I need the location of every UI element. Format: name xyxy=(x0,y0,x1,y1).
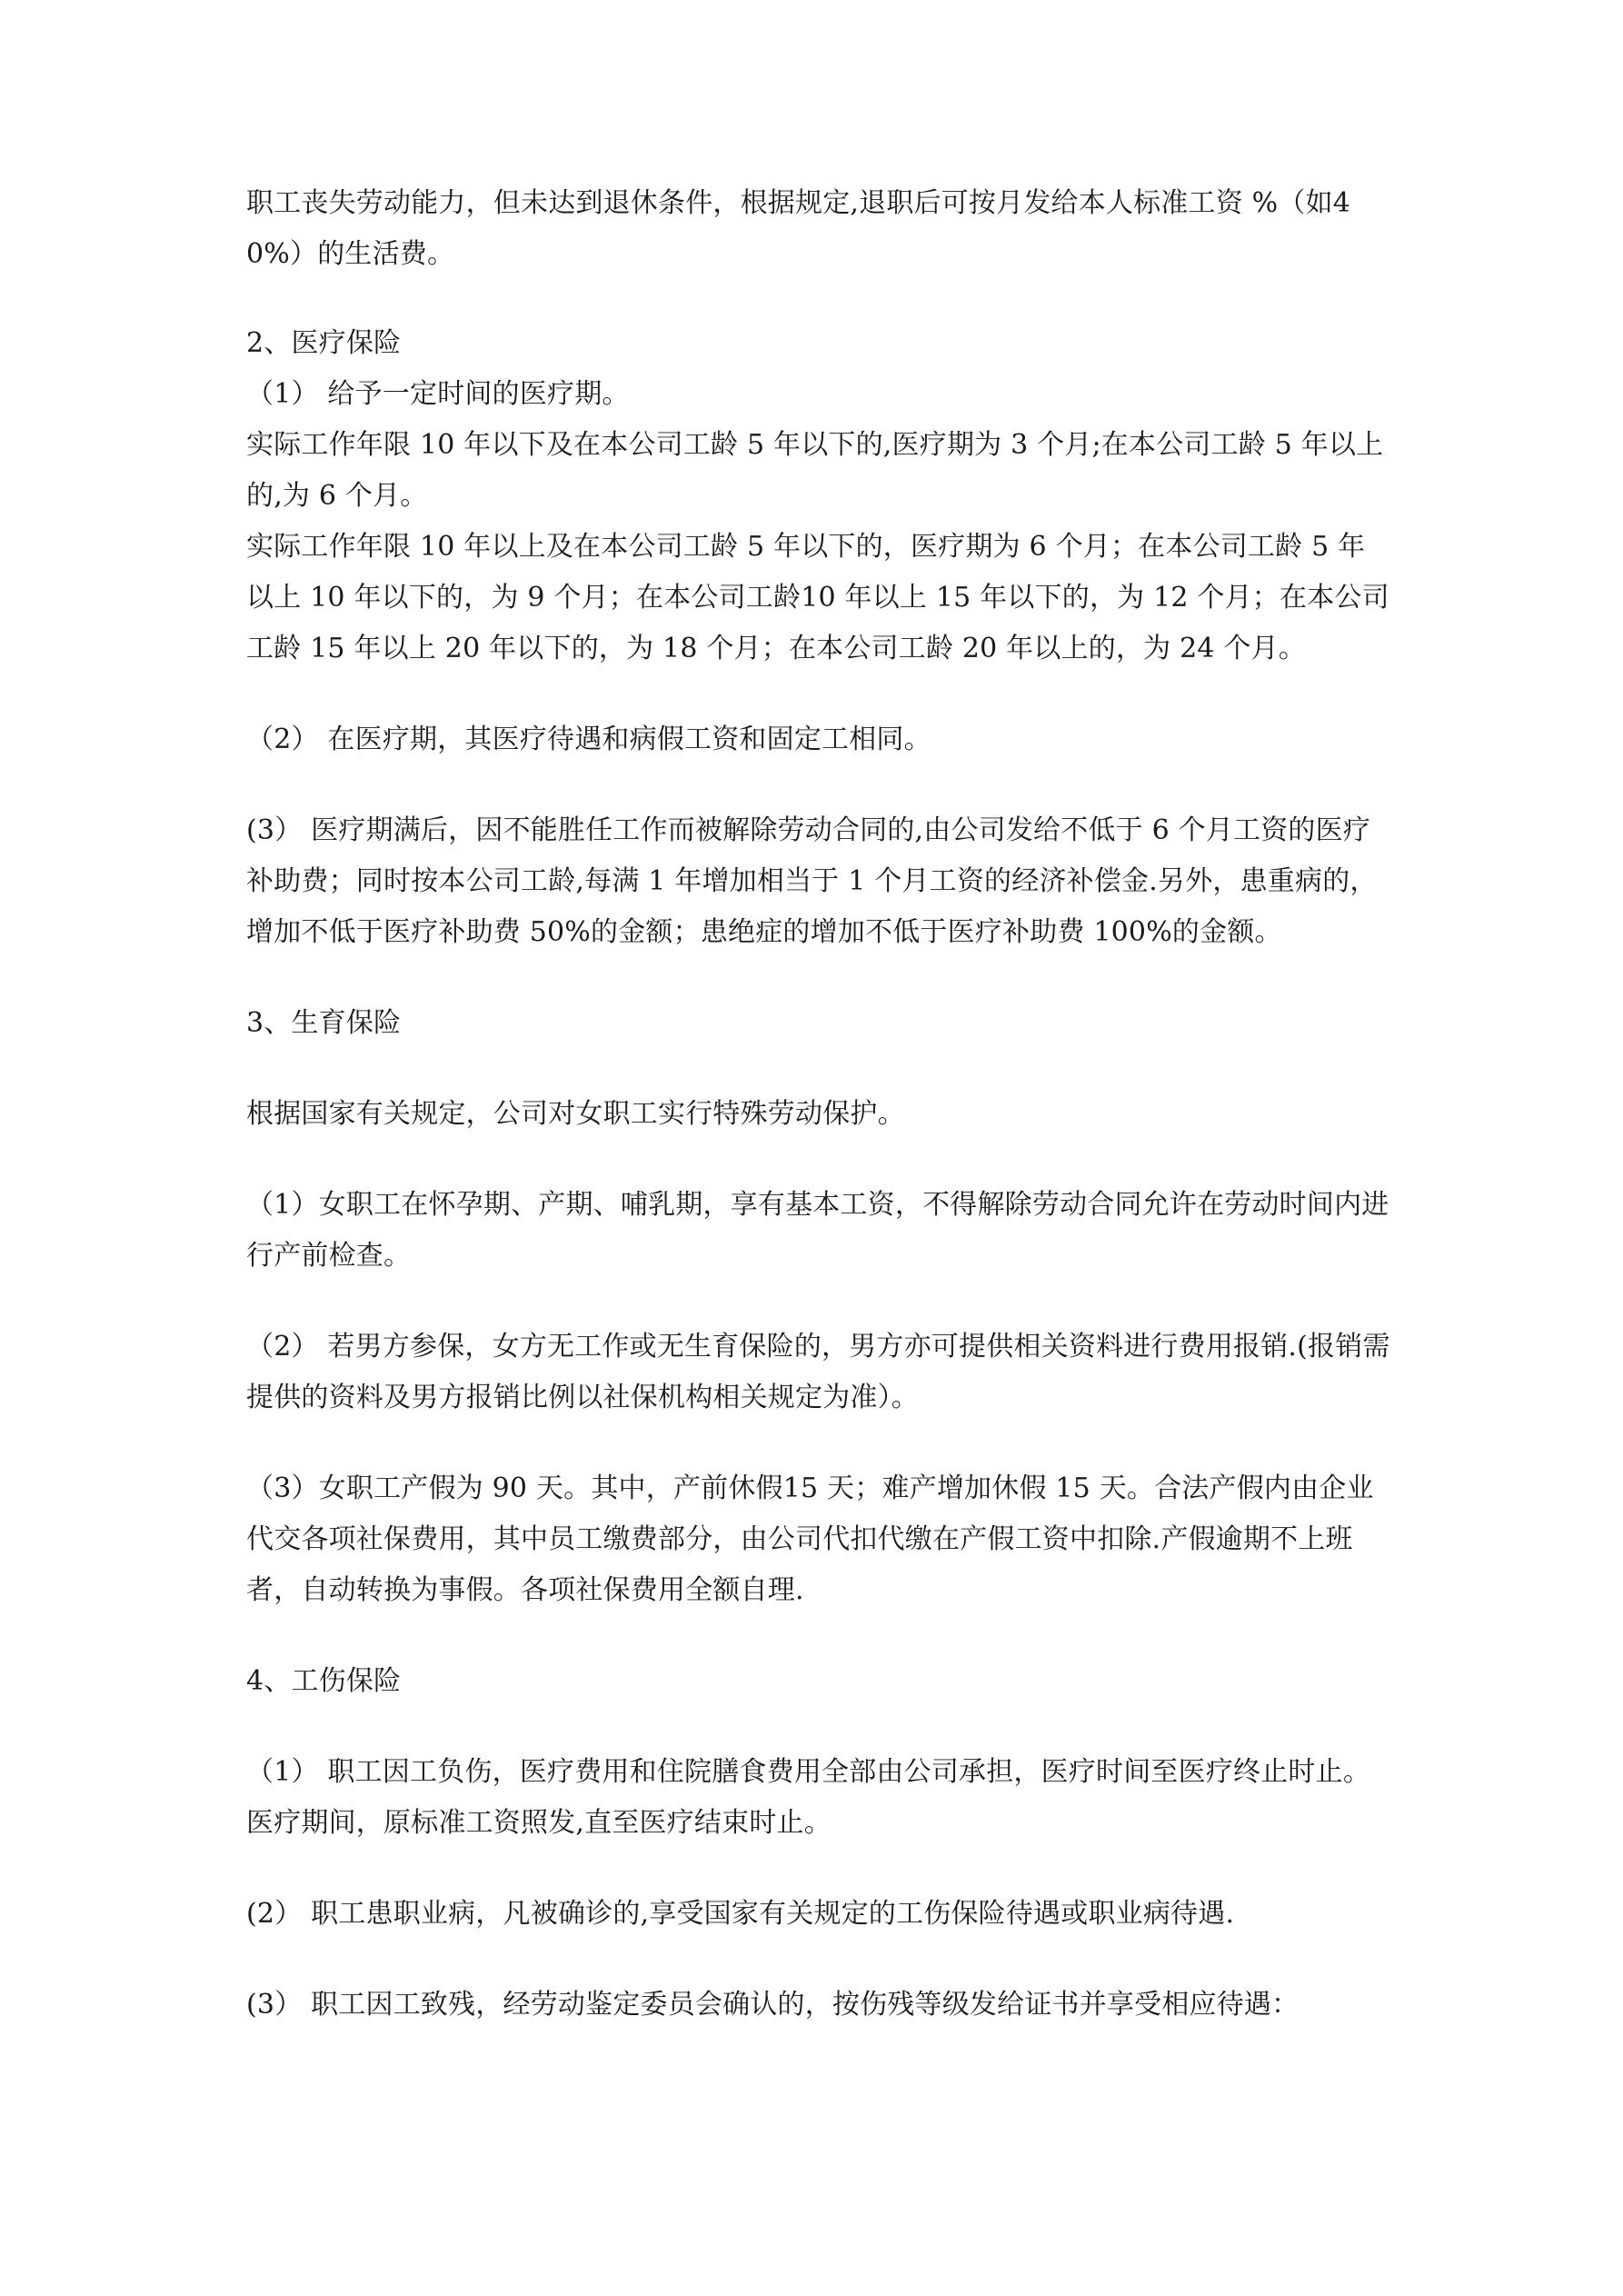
section-heading-work-injury-insurance: 4、工伤保险 xyxy=(246,1665,402,1697)
paragraph-spouse-reimbursement: （2） 若男方参保，女方无工作或无生育保险的，男方亦可提供相关资料进行费用报销.(报销需提供的资料及男方报销比例以社保机构相关规定为准）。 xyxy=(246,1331,1390,1413)
paragraph-disability-allowance: 职工丧失劳动能力，但未达到退休条件，根据规定,退职后可按月发给本人标准工资 %（如40%）的生活费。 xyxy=(246,187,1351,270)
paragraph-female-protection: 根据国家有关规定，公司对女职工实行特殊劳动保护。 xyxy=(246,1098,905,1130)
paragraph-medical-period-under-10-years: 实际工作年限 10 年以下及在本公司工龄 5 年以下的,医疗期为 3 个月;在本公司工龄 5 年以上的,为 6 个月。 xyxy=(246,429,1384,512)
paragraph-occupational-disease: (2） 职工患职业病，凡被确诊的,享受国家有关规定的工伤保险待遇或职业病待遇. xyxy=(246,1898,1235,1930)
paragraph-medical-subsidy: (3） 医疗期满后，因不能胜任工作而被解除劳动合同的,由公司发给不低于 6 个月工资的医疗补助费；同时按本公司工龄,每满 1 年增加相当于 1 个月工资的经济补偿金.另外，患重病的，增加不低于医疗补助费 50%的金额；患绝症的增加不低于医疗补助费 100%的金额。 xyxy=(246,814,1378,948)
paragraph-work-injury-costs: （1） 职工因工负伤，医疗费用和住院膳食费用全部由公司承担，医疗时间至医疗终止时止。医疗期间，原标准工资照发,直至医疗结束时止。 xyxy=(246,1756,1371,1839)
paragraph-medical-treatment: （2） 在医疗期，其医疗待遇和病假工资和固定工相同。 xyxy=(246,724,931,755)
paragraph-medical-period: （1） 给予一定时间的医疗期。 xyxy=(246,378,630,410)
paragraph-medical-period-over-10-years: 实际工作年限 10 年以上及在本公司工龄 5 年以下的，医疗期为 6 个月；在本公司工龄 5 年以上 10 年以下的，为 9 个月；在本公司工龄10 年以上 15 年以下的，为 12 个月；在本公司工龄 15 年以上 20 年以下的，为 18 个月；在本公司工龄 20 年以上的，为 24 个月。 xyxy=(246,531,1389,664)
document-body xyxy=(246,178,1391,2031)
section-heading-maternity-insurance: 3、生育保险 xyxy=(246,1007,402,1039)
paragraph-pregnancy-rights: （1）女职工在怀孕期、产期、哺乳期，享有基本工资，不得解除劳动合同允许在劳动时间内进行产前检查。 xyxy=(246,1189,1389,1272)
section-heading-medical-insurance: 2、医疗保险 xyxy=(246,327,402,359)
paragraph-maternity-leave: （3）女职工产假为 90 天。其中，产前休假15 天；难产增加休假 15 天。合法产假内由企业代交各项社保费用，其中员工缴费部分，由公司代扣代缴在产假工资中扣除.产假逾期不上班者，自动转换为事假。各项社保费用全额自理. xyxy=(246,1472,1374,1606)
paragraph-work-disability: (3） 职工因工致残，经劳动鉴定委员会确认的，按伤残等级发给证书并享受相应待遇： xyxy=(246,1989,1299,2021)
